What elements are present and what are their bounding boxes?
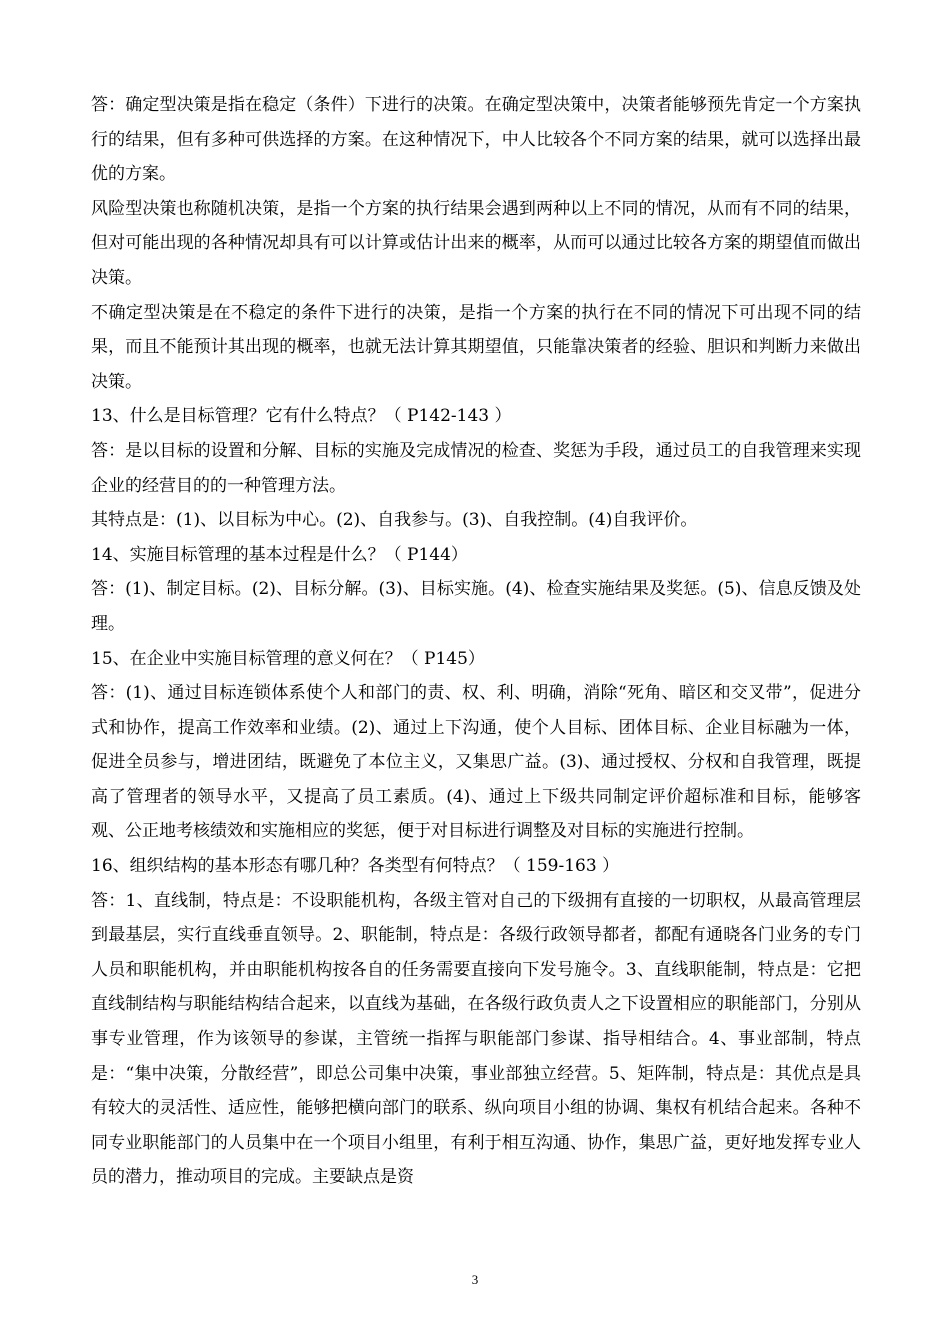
answer-13-definition: 答：是以目标的设置和分解、目标的实施及完成情况的检查、奖惩为手段，通过员工的自我管理来实现企业的经营目的的一种管理方法。 bbox=[91, 440, 861, 496]
answer-paragraph-certain-decision: 答：确定型决策是指在稳定（条件）下进行的决策。在确定型决策中，决策者能够预先肯定一个方案执行的结果，但有多种可供选择的方案。在这种情况下，中人比较各个不同方案的结果，就可以选择出最优的方案。 bbox=[91, 95, 861, 185]
question-16: 16、组织结构的基本形态有哪几种？各类型有何特点？（ 159-163 ） bbox=[91, 856, 620, 877]
question-14: 14、实施目标管理的基本过程是什么？（ P144） bbox=[91, 544, 468, 565]
page-number: 3 bbox=[471, 1272, 479, 1287]
document-body bbox=[91, 88, 861, 1195]
paragraph-uncertain-decision: 不确定型决策是在不稳定的条件下进行的决策，是指一个方案的执行在不同的情况下可出现不同的结果，而且不能预计其出现的概率，也就无法计算其期望值，只能靠决策者的经验、胆识和判断力来做出决策。 bbox=[91, 302, 861, 392]
question-15: 15、在企业中实施目标管理的意义何在？（ P145） bbox=[91, 648, 485, 669]
answer-16: 答：1、直线制，特点是：不设职能机构，各级主管对自己的下级拥有直接的一切职权，从最高管理层到最基层，实行直线垂直领导。2、职能制，特点是：各级行政领导都者，都配有通晓各门业务的专门人员和职能机构，并由职能机构按各自的任务需要直接向下发号施令。3、直线职能制，特点是：它把直线制结构与职能结构结合起来，以直线为基础，在各级行政负责人之下设置相应的职能部门，分别从事专业管理，作为该领导的参谋，主管统一指挥与职能部门参谋、指导相结合。4、事业部制，特点是：“集中决策，分散经营”，即总公司集中决策，事业部独立经营。5、矩阵制，特点是：其优点是具有较大的灵活性、适应性，能够把横向部门的联系、纵向项目小组的协调、集权有机结合起来。各种不同专业职能部门的人员集中在一个项目小组里，有利于相互沟通、协作，集思广益，更好地发挥专业人员的潜力，推动项目的完成。主要缺点是资 bbox=[91, 890, 861, 1188]
answer-14: 答：(1)、制定目标。(2)、目标分解。(3)、目标实施。(4)、检查实施结果及奖惩。(5)、信息反馈及处理。 bbox=[91, 579, 861, 634]
answer-15: 答：(1)、通过目标连锁体系使个人和部门的责、权、利、明确，消除“死角、暗区和交叉带”，促进分式和协作，提高工作效率和业绩。(2)、通过上下沟通，使个人目标、团体目标、企业目标融为一体，促进全员参与，增进团结，既避免了本位主义，又集思广益。(3)、通过授权、分权和自我管理，既提高了管理者的领导水平，又提高了员工素质。(4)、通过上下级共同制定评价超标准和目标，能够客观、公正地考核绩效和实施相应的奖惩，便于对目标进行调整及对目标的实施进行控制。 bbox=[91, 683, 861, 842]
answer-13-features: 其特点是：(1)、以目标为中心。(2)、自我参与。(3)、自我控制。(4)自我评价。 bbox=[91, 510, 698, 531]
question-13: 13、什么是目标管理？它有什么特点？（ P142-143 ） bbox=[91, 406, 512, 427]
paragraph-risk-decision: 风险型决策也称随机决策，是指一个方案的执行结果会遇到两种以上不同的情况，从而有不同的结果，但对可能出现的各种情况却具有可以计算或估计出来的概率，从而可以通过比较各方案的期望值而做出决策。 bbox=[91, 198, 861, 288]
